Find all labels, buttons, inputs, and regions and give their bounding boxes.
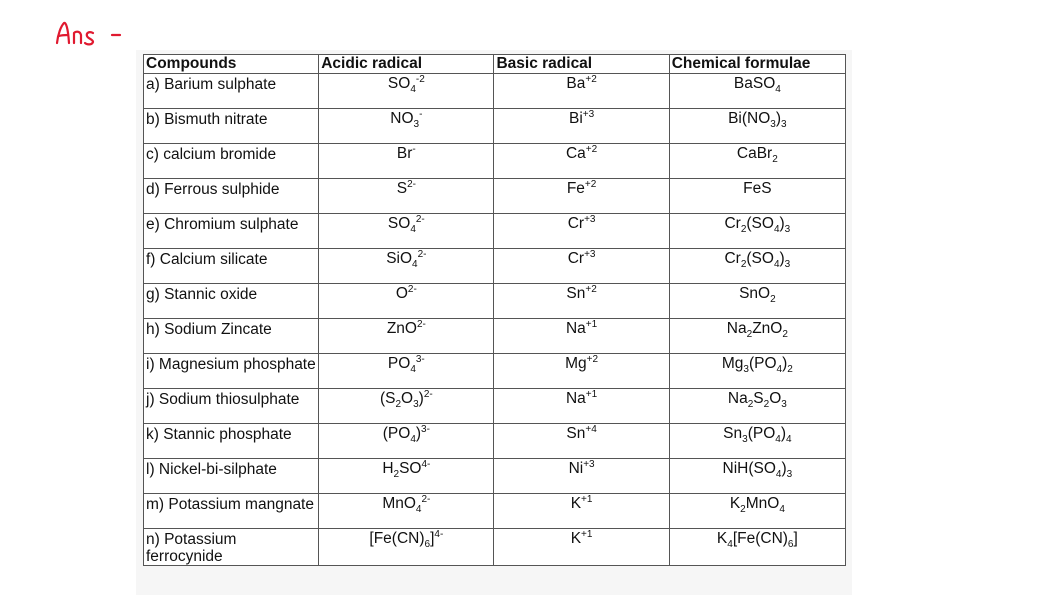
- cell-basic-radical: $Na^{+1}$: [494, 389, 669, 424]
- table-row: [144, 319, 846, 354]
- cell-compound: h) Sodium Zincate: [144, 319, 319, 354]
- table-row: [144, 109, 846, 144]
- table-row: [144, 179, 846, 214]
- cell-acidic-radical: Br-: [319, 144, 494, 179]
- cell-chemical-formula: BaSO$_4$: [669, 74, 845, 109]
- cell-compound: n) Potassium ferrocynide: [144, 529, 319, 566]
- cell-compound: m) Potassium mangnate: [144, 494, 319, 529]
- cell-chemical-formula: $Bi(NO_3)_3$: [669, 109, 845, 144]
- cell-chemical-formula: $NiH(SO_4)_3$: [669, 459, 845, 494]
- cell-chemical-formula: $Cr_2(SO_4)_3$: [669, 214, 845, 249]
- cell-compound: c) calcium bromide: [144, 144, 319, 179]
- cell-basic-radical: $Fe^{+2}$: [494, 179, 669, 214]
- table-row: [144, 214, 846, 249]
- table-row: [144, 529, 846, 566]
- cell-compound: g) Stannic oxide: [144, 284, 319, 319]
- table-row: [144, 389, 846, 424]
- cell-chemical-formula: CaBr$_2$: [669, 144, 845, 179]
- header-basic-radical: Basic radical: [494, 55, 669, 74]
- cell-compound: a) Barium sulphate: [144, 74, 319, 109]
- header-chemical-formulae: Chemical formulae: [669, 55, 845, 74]
- cell-compound: i) Magnesium phosphate: [144, 354, 319, 389]
- table-row: [144, 354, 846, 389]
- cell-compound: l) Nickel-bi-silphate: [144, 459, 319, 494]
- cell-chemical-formula: $Na_2S_2O_3$: [669, 389, 845, 424]
- cell-basic-radical: $Na^{+1}$: [494, 319, 669, 354]
- table-row: [144, 494, 846, 529]
- cell-acidic-radical: $(PO_4)^{3-}$: [319, 424, 494, 459]
- table-row: [144, 284, 846, 319]
- cell-acidic-radical: SiO$_4^{2-}$: [319, 249, 494, 284]
- table-row: [144, 459, 846, 494]
- cell-acidic-radical: $PO_4^{3-}$: [319, 354, 494, 389]
- table-body: [144, 74, 846, 566]
- cell-basic-radical: $Ba^{+2}$: [494, 74, 669, 109]
- cell-compound: j) Sodium thiosulphate: [144, 389, 319, 424]
- table-row: [144, 424, 846, 459]
- cell-chemical-formula: FeS: [669, 179, 845, 214]
- cell-acidic-radical: $[Fe(CN)_6]^{4-}$: [319, 529, 494, 566]
- cell-compound: f) Calcium silicate: [144, 249, 319, 284]
- cell-compound: k) Stannic phosphate: [144, 424, 319, 459]
- table-header-row: [144, 55, 846, 74]
- cell-acidic-radical: ZnO$^{2-}$: [319, 319, 494, 354]
- cell-chemical-formula: $K_4[Fe(CN)_6]$: [669, 529, 845, 566]
- ans-handwriting: [52, 14, 132, 48]
- table-row: [144, 144, 846, 179]
- cell-acidic-radical: $O^{2-}$: [319, 284, 494, 319]
- cell-basic-radical: $K^{+1}$: [494, 529, 669, 566]
- header-acidic-radical: Acidic radical: [319, 55, 494, 74]
- handwritten-ans-annotation: [52, 14, 132, 48]
- cell-chemical-formula: $Mg_3(PO_4)_2$: [669, 354, 845, 389]
- cell-compound: e) Chromium sulphate: [144, 214, 319, 249]
- cell-basic-radical: $Sn^{+2}$: [494, 284, 669, 319]
- cell-acidic-radical: $SO_4^{2-}$: [319, 214, 494, 249]
- cell-acidic-radical: $SO_4^{-2}$: [319, 74, 494, 109]
- cell-basic-radical: $K^{+1}$: [494, 494, 669, 529]
- cell-basic-radical: $Mg^{+2}$: [494, 354, 669, 389]
- cell-basic-radical: $Bi^{+3}$: [494, 109, 669, 144]
- cell-basic-radical: $Cr^{+3}$: [494, 214, 669, 249]
- cell-acidic-radical: $S^{2-}$: [319, 179, 494, 214]
- cell-acidic-radical: $NO_3^-$: [319, 109, 494, 144]
- table-row: [144, 249, 846, 284]
- cell-chemical-formula: $K_2MnO_4$: [669, 494, 845, 529]
- compounds-table: [143, 54, 846, 566]
- cell-acidic-radical: $(S_2O_3)^{2-}$: [319, 389, 494, 424]
- cell-chemical-formula: $Sn_3(PO_4)_4$: [669, 424, 845, 459]
- cell-chemical-formula: $Na_2ZnO_2$: [669, 319, 845, 354]
- cell-acidic-radical: MnO$_4^{2-}$: [319, 494, 494, 529]
- cell-compound: d) Ferrous sulphide: [144, 179, 319, 214]
- cell-basic-radical: $Sn^{+4}$: [494, 424, 669, 459]
- header-compounds: Compounds: [144, 55, 319, 74]
- cell-basic-radical: $Ca^{+2}$: [494, 144, 669, 179]
- cell-chemical-formula: SnO$_2$: [669, 284, 845, 319]
- table-row: [144, 74, 846, 109]
- cell-compound: b) Bismuth nitrate: [144, 109, 319, 144]
- cell-acidic-radical: $H_2SO^{4-}$: [319, 459, 494, 494]
- cell-basic-radical: $Cr^{+3}$: [494, 249, 669, 284]
- cell-chemical-formula: $Cr_2(SO_4)_3$: [669, 249, 845, 284]
- cell-basic-radical: $Ni^{+3}$: [494, 459, 669, 494]
